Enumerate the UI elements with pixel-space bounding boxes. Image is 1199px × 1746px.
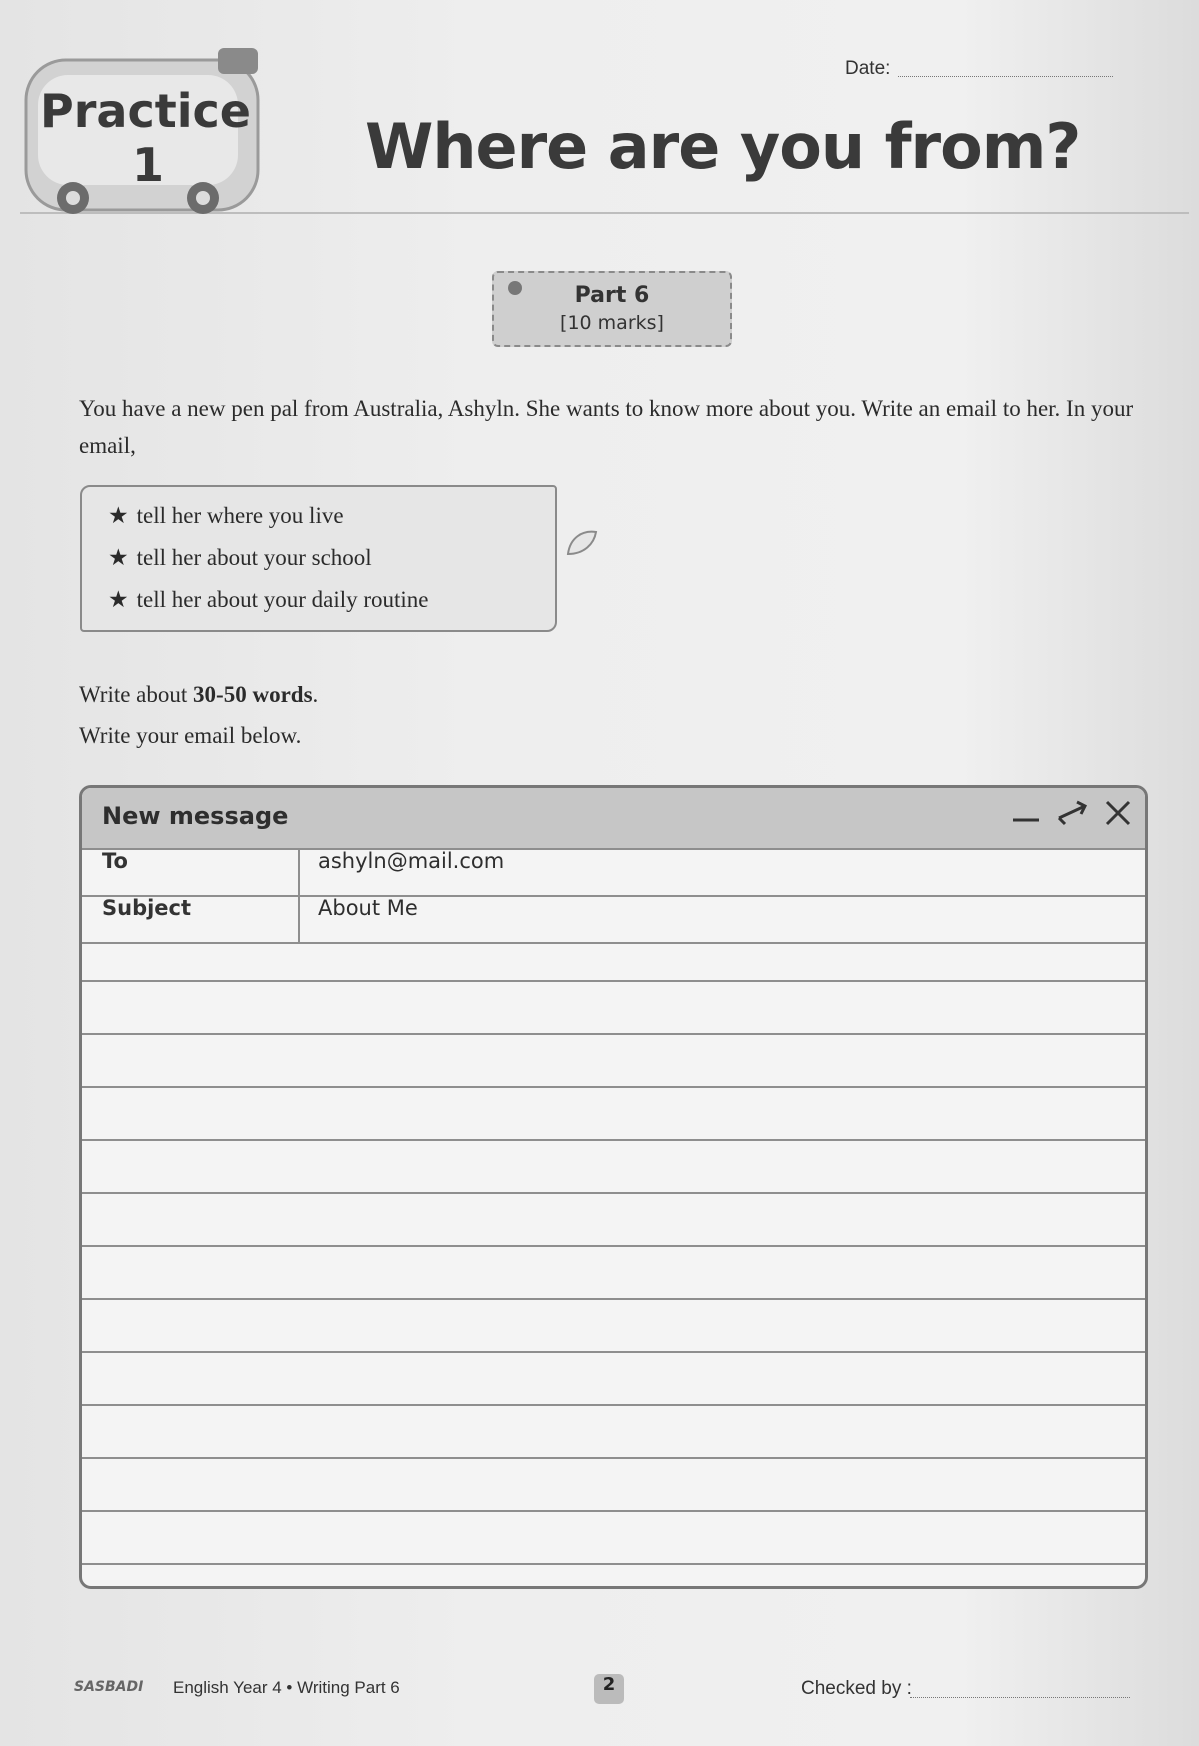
leaf-icon	[564, 526, 600, 558]
task-point: tell her about your daily routine	[136, 587, 429, 612]
expand-icon[interactable]	[1055, 798, 1089, 828]
part-title: Part 6	[574, 283, 650, 308]
writing-line	[82, 1510, 1145, 1512]
minimize-icon[interactable]	[1011, 798, 1041, 828]
writing-line	[82, 1086, 1145, 1088]
star-icon: ★	[108, 503, 129, 528]
writing-line	[82, 1139, 1145, 1141]
publisher-logo: SASBADI	[74, 1679, 144, 1695]
practice-label: Practice	[40, 84, 251, 138]
email-compose-window	[79, 785, 1148, 1589]
subject-field[interactable]: About Me	[318, 896, 418, 920]
writing-line	[82, 1457, 1145, 1459]
star-icon: ★	[108, 545, 129, 570]
to-field[interactable]: ashyln@mail.com	[318, 849, 505, 873]
task-points-scroll	[80, 485, 557, 632]
writing-line	[82, 1298, 1145, 1300]
part-badge	[492, 271, 732, 347]
word-count-instruction	[79, 682, 318, 708]
email-title-bar	[82, 788, 1145, 850]
to-row	[82, 849, 1145, 897]
checked-by-label: Checked by :	[801, 1678, 912, 1699]
email-window-title: New message	[102, 802, 289, 830]
list-item	[108, 495, 429, 537]
writing-line	[82, 1245, 1145, 1247]
page-number: 2	[594, 1674, 624, 1704]
window-controls	[1001, 798, 1133, 828]
writing-line	[82, 1563, 1145, 1565]
date-field[interactable]	[898, 76, 1113, 77]
list-item	[108, 537, 429, 579]
word-count-value: 30-50 words	[193, 682, 313, 707]
writing-line	[82, 1351, 1145, 1353]
task-point: tell her about your school	[136, 545, 372, 570]
close-icon[interactable]	[1103, 798, 1133, 828]
email-body-area[interactable]	[82, 943, 1145, 1583]
list-item	[108, 579, 429, 621]
page-title: Where are you from?	[365, 110, 1081, 183]
word-count-prefix: Write about	[79, 682, 194, 707]
subject-label: Subject	[82, 896, 300, 942]
pin-icon	[508, 281, 522, 295]
checked-by-field[interactable]	[910, 1697, 1130, 1698]
writing-line	[82, 1192, 1145, 1194]
practice-number: 1	[132, 138, 165, 192]
writing-line	[82, 1033, 1145, 1035]
writing-line	[82, 1404, 1145, 1406]
date-label: Date:	[845, 58, 891, 79]
to-label: To	[82, 849, 300, 895]
task-instructions: You have a new pen pal from Australia, Ashyln. She wants to know more about you. Write an email to her. In your email,	[79, 396, 1134, 458]
write-below-instruction: Write your email below.	[79, 723, 302, 748]
task-point: tell her where you live	[136, 503, 344, 528]
part-marks: [10 marks]	[560, 312, 664, 334]
footer-course-label: English Year 4 • Writing Part 6	[173, 1678, 400, 1697]
star-icon: ★	[108, 587, 129, 612]
writing-line	[82, 980, 1145, 982]
task-points-list	[108, 495, 429, 621]
subject-row	[82, 896, 1145, 944]
word-count-suffix: .	[312, 682, 319, 707]
